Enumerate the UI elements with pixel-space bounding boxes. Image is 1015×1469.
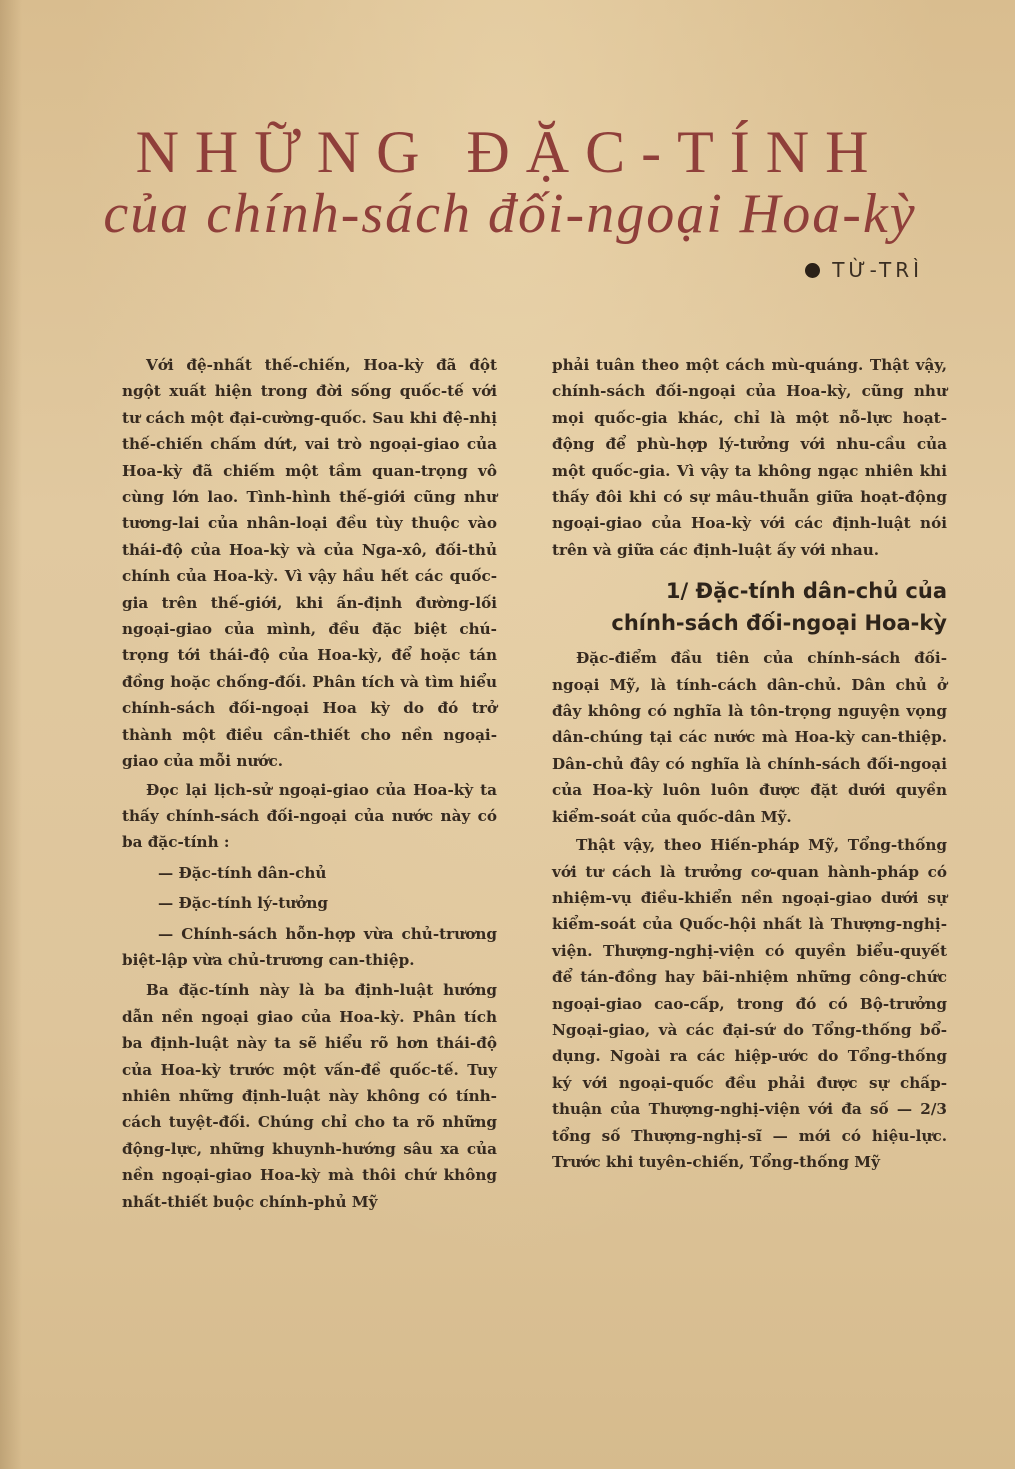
- paragraph: Đọc lại lịch-sử ngoại-giao của Hoa-kỳ ta thấy chính-sách đối-ngoại của nước này có ba đặc-tính :: [122, 780, 497, 852]
- paragraph: Với đệ-nhất thế-chiến, Hoa-kỳ đã đột ngột xuất hiện trong đời sống quốc-tế với tư cách một đại-cường-quốc. Sau khi đệ-nhị thế-chiến chấm dứt, vai trò ngoại-giao của Hoa-kỳ đã chiếm một tầm quan-trọng vô cùng lớn lao. Tình-hình thế-giới cũng như tương-lai của nhân-loại đều tùy thuộc vào thái-độ của Hoa-kỳ và của Nga-xô, đối-thủ chính của Hoa-kỳ. Vì vậy hầu hết các quốc-gia trên thế-giới, khi ấn-định đường-lối ngoại-giao của mình, đều đặc biệt chú-trọng tới thái-độ của Hoa-kỳ, để hoặc tán đồng hoặc chống-đối. Phân tích và tìm hiểu chính-sách đối-ngoại Hoa kỳ do đó trở thành một điều cần-thiết cho nền ngoại-giao của mỗi nước.: [122, 356, 497, 771]
- bullet-dot-icon: [805, 263, 820, 278]
- left-column: [122, 352, 497, 1217]
- list-item: — Đặc-tính lý-tưởng: [158, 894, 329, 913]
- paragraph: Ba đặc-tính này là ba định-luật hướng dẫn nền ngoại giao của Hoa-kỳ. Phân tích ba định-luật này ta sẽ hiểu rõ hơn thái-độ của Hoa-kỳ trước một vấn-đề quốc-tế. Tuy nhiên những định-luật này không có tính-cách tuyệt-đối. Chúng chỉ cho ta rõ những động-lực, những khuynh-hướng sâu xa của nền ngoại-giao Hoa-kỳ mà thôi chứ không nhất-thiết buộc chính-phủ Mỹ: [122, 981, 497, 1211]
- right-column: [552, 352, 947, 1177]
- paragraph: phải tuân theo một cách mù-quáng. Thật vậy, chính-sách đối-ngoại của Hoa-kỳ, cũng như mọi quốc-gia khác, chỉ là một nỗ-lực hoạt-động để phù-hợp lý-tưởng với nhu-cầu của một quốc-gia. Vì vậy ta không ngạc nhiên khi thấy đôi khi có sự mâu-thuẫn giữa hoạt-động ngoại-giao của Hoa-kỳ với các định-luật nói trên và giữa các định-luật ấy với nhau.: [552, 356, 947, 559]
- section-heading: [552, 575, 947, 639]
- article-title-line2: của chính-sách đối-ngoại Hoa-kỳ: [103, 183, 917, 245]
- author-byline: [805, 258, 923, 282]
- author-name: TỪ-TRÌ: [832, 258, 923, 282]
- paragraph: Đặc-điểm đầu tiên của chính-sách đối-ngoại Mỹ, là tính-cách dân-chủ. Dân chủ ở đây không có nghĩa là tôn-trọng nguyện vọng dân-chúng tại các nước mà Hoa-kỳ can-thiệp. Dân-chủ đây có nghĩa là chính-sách đối-ngoại của Hoa-kỳ luôn luôn được đặt dưới quyền kiểm-soát của quốc-dân Mỹ.: [552, 649, 947, 826]
- paragraph: Thật vậy, theo Hiến-pháp Mỹ, Tổng-thống với tư cách là trưởng cơ-quan hành-pháp có nhiệm-vụ điều-khiển nền ngoại-giao dưới sự kiểm-soát của Quốc-hội nhất là Thượng-nghị-viện. Thượng-nghị-viện có quyền biểu-quyết để tán-đồng hay bãi-nhiệm những công-chức ngoại-giao cao-cấp, trong đó có Bộ-trưởng Ngoại-giao, và các đại-sứ do Tổng-thống bổ-dụng. Ngoài ra các hiệp-ước do Tổng-thống ký với ngoại-quốc đều phải được sự chấp-thuận của Thượng-nghị-viện với đa số — 2/3 tổng số Thượng-nghị-sĩ — mới có hiệu-lực. Trước khi tuyên-chiến, Tổng-thống Mỹ: [552, 836, 947, 1171]
- section-heading-line2: chính-sách đối-ngoại Hoa-kỳ: [611, 611, 947, 636]
- list-item: — Chính-sách hỗn-hợp vừa chủ-trương biệt-lập vừa chủ-trương can-thiệp.: [122, 924, 497, 969]
- page-edge-shadow: [0, 0, 22, 1469]
- article-title-line1: NHỮNG ĐẶC-TÍNH: [135, 119, 885, 185]
- list-item: — Đặc-tính dân-chủ: [158, 863, 327, 882]
- section-heading-line1: 1/ Đặc-tính dân-chủ của: [665, 579, 947, 604]
